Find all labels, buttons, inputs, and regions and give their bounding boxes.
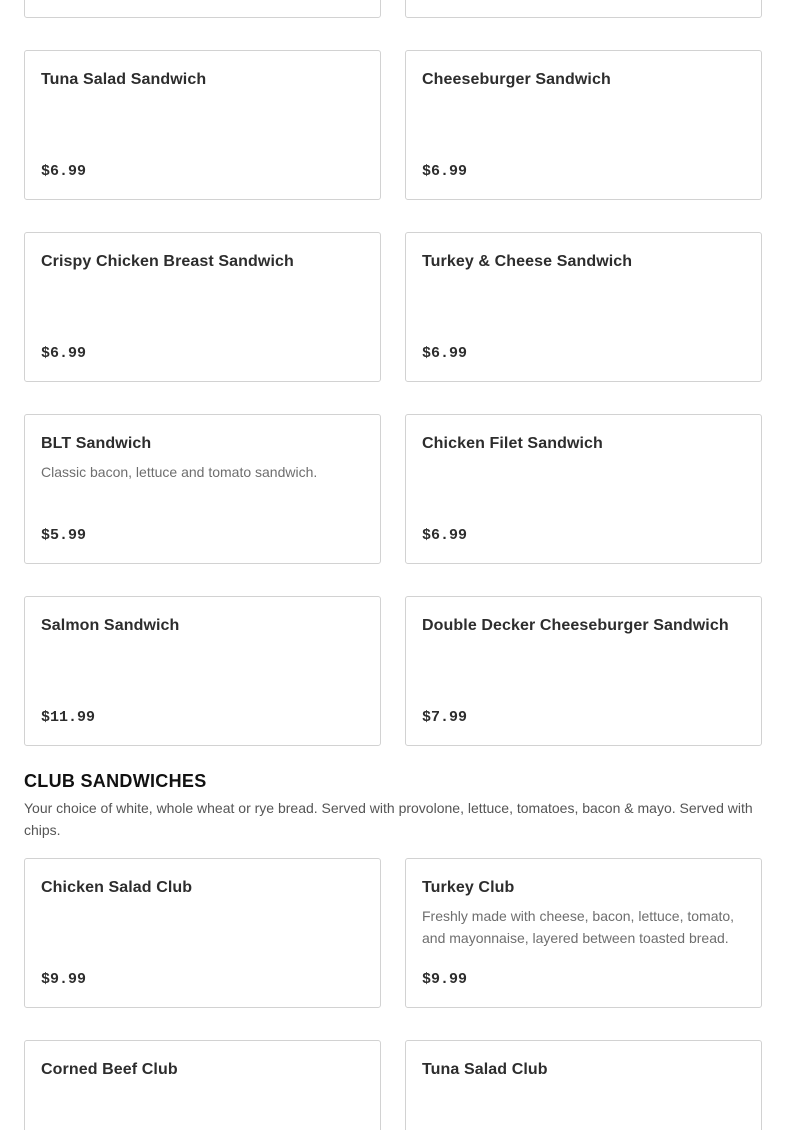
menu-item-card[interactable] [405, 50, 762, 200]
menu-item-name: Turkey Club [422, 879, 515, 896]
menu-item-card[interactable] [24, 1040, 381, 1130]
menu-item-card[interactable] [405, 0, 762, 18]
menu-item-price: $11.99 [41, 709, 96, 726]
menu-item-name: Double Decker Cheeseburger Sandwich [422, 617, 729, 634]
menu-item-price: $9.99 [422, 971, 468, 988]
menu-item-card[interactable] [405, 1040, 762, 1130]
menu-item-card[interactable] [24, 232, 381, 382]
menu-item-price: $5.99 [41, 527, 87, 544]
menu-item-price: $7.99 [422, 709, 468, 726]
menu-item-name: Chicken Salad Club [41, 879, 193, 896]
section-description: Your choice of white, whole wheat or rye bread. Served with provolone, lettuce, tomatoes, bacon & mayo. Served with chips. [24, 800, 753, 838]
menu-item-card[interactable] [24, 596, 381, 746]
menu-item-card[interactable] [405, 596, 762, 746]
menu-item-price: $6.99 [41, 163, 87, 180]
menu-item-price: $6.99 [41, 345, 87, 362]
section-title: CLUB SANDWICHES [24, 771, 207, 791]
menu-item-card[interactable] [24, 414, 381, 564]
menu-item-price: $6.99 [422, 163, 468, 180]
menu-item-card[interactable] [405, 414, 762, 564]
menu-item-description: Classic bacon, lettuce and tomato sandwich. [41, 464, 318, 480]
menu-item-description: Freshly made with cheese, bacon, lettuce, tomato, and mayonnaise, layered between toasted bread. [422, 908, 735, 946]
menu-item-name: Chicken Filet Sandwich [422, 435, 603, 452]
menu-item-price: $9.99 [41, 971, 87, 988]
menu-item-card[interactable] [24, 858, 381, 1008]
menu-item-card[interactable] [405, 232, 762, 382]
menu-item-price: $6.99 [422, 527, 468, 544]
menu-item-name: Tuna Salad Club [422, 1061, 548, 1078]
menu-item-card[interactable] [24, 0, 381, 18]
menu-item-name: Turkey & Cheese Sandwich [422, 253, 633, 270]
menu-item-name: Tuna Salad Sandwich [41, 71, 207, 88]
menu-item-name: BLT Sandwich [41, 435, 152, 452]
menu-item-card[interactable] [405, 858, 762, 1008]
menu-item-name: Cheeseburger Sandwich [422, 71, 611, 88]
menu-item-name: Crispy Chicken Breast Sandwich [41, 253, 294, 270]
menu-item-card[interactable] [24, 50, 381, 200]
menu-item-price: $6.99 [422, 345, 468, 362]
menu-item-name: Corned Beef Club [41, 1061, 178, 1078]
menu-item-name: Salmon Sandwich [41, 617, 180, 634]
